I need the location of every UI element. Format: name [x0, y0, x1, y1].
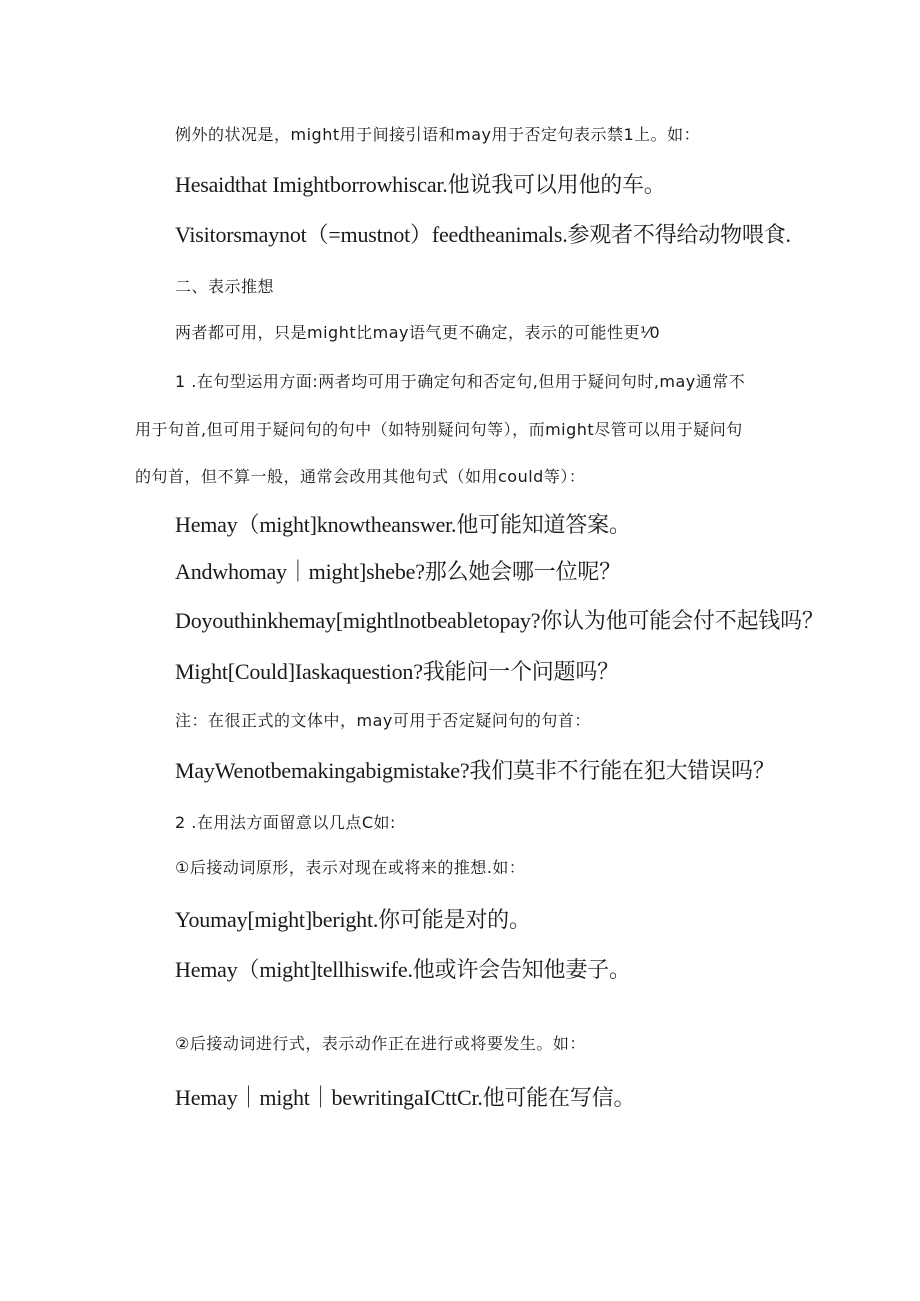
example-sentence-know-answer: Hemay（might]knowtheanswer.他可能知道答案。 [175, 512, 631, 537]
paragraph-exception-note: 例外的状况是，might用于间接引语和may用于否定句表示禁1上。如： [175, 125, 701, 144]
note-formal-style: 注：在很正式的文体中，may可用于否定疑问句的句首： [175, 711, 591, 730]
example-sentence-visitors: Visitorsmaynot（=mustnot）feedtheanimals.参观者不得给动物喂食. [175, 222, 791, 247]
example-sentence-who-may-she-be: Andwhomay｜might]shebe?那么她会哪一位呢？ [175, 559, 621, 584]
paragraph-progressive-form: ②后接动词进行式，表示动作正在进行或将要发生。如： [175, 1034, 586, 1053]
paragraph-sentence-pattern-2: 用于句首,但可用于疑问句的句中（如特别疑问句等），而might尽管可以用于疑问句 [135, 420, 743, 439]
example-sentence-tell-wife: Hemay（might]tellhiswife.他或许会告知他妻子。 [175, 957, 631, 982]
example-sentence-big-mistake: MayWenotbemakingabigmistake?我们莫非不行能在犯大错误吗？ [175, 758, 775, 783]
section-heading-speculation: 二、表示推想 [175, 277, 275, 296]
example-sentence-writing-letter: Hemay｜might｜bewritingaICttCr.他可能在写信。 [175, 1085, 636, 1110]
paragraph-usage-points: 2 .在用法方面留意以几点C如: [175, 813, 396, 832]
example-sentence-might-be-right: Youmay[might]beright.你可能是对的。 [175, 907, 531, 932]
example-sentence-able-to-pay: Doyouthinkhemay[mightlnotbeabletopay?你认为他可能会付不起钱吗？ [175, 608, 824, 633]
paragraph-bare-infinitive: ①后接动词原形，表示对现在或将来的推想.如： [175, 858, 526, 877]
paragraph-both-usable: 两者都可用，只是might比may语气更不确定，表示的可能性更⅟0 [175, 323, 661, 342]
example-sentence-ask-question: Might[Could]Iaskaquestion?我能问一个问题吗？ [175, 659, 619, 684]
example-sentence-borrow-car: Hesaidthat Imightborrowhiscar.他说我可以用他的车。 [175, 172, 666, 197]
paragraph-sentence-pattern-1: 1 .在句型运用方面:两者均可用于确定句和否定句,但用于疑问句时,may通常不 [175, 372, 746, 391]
paragraph-sentence-pattern-3: 的句首，但不算一般，通常会改用其他句式（如用could等）： [135, 467, 586, 486]
